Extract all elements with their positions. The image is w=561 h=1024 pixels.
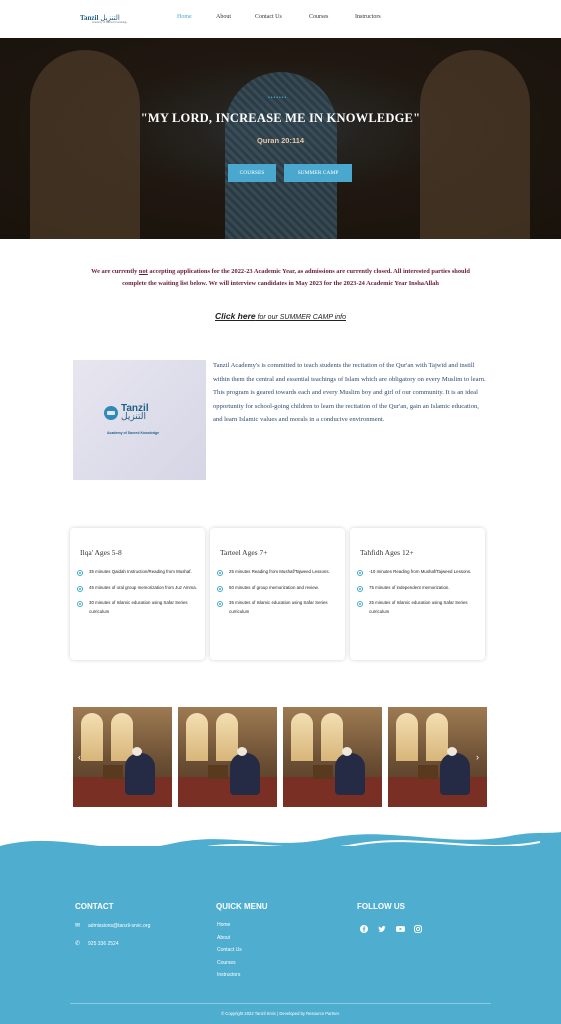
program-items [357, 568, 479, 623]
top-nav [0, 0, 561, 38]
circle-bullet-icon [77, 570, 83, 576]
footer-link-instructors[interactable]: Instructors [217, 972, 241, 978]
program-item-text: 45 minutes of oral group memorization from Juz Amma. [89, 584, 197, 590]
footer-link-courses[interactable]: Courses [217, 959, 236, 966]
slide-window [291, 713, 313, 761]
circle-bullet-icon [217, 586, 223, 592]
footer-link-contact-us[interactable]: Contact Us [217, 947, 242, 953]
academy-logo-text: Tanzil [121, 403, 149, 414]
slide-carpet [178, 777, 277, 807]
footer-link-home[interactable]: Home [217, 922, 231, 928]
slide-carpet [388, 777, 487, 807]
footer-email[interactable] [75, 922, 150, 929]
footer-quick-menu [217, 922, 242, 985]
slide-carpet [283, 777, 382, 807]
program-items [217, 568, 339, 623]
program-title: Tahfidh Ages 12+ [360, 548, 414, 557]
hero-divider-dots: ••••••• [268, 95, 288, 101]
footer-phone[interactable] [75, 940, 119, 947]
list-item [217, 568, 339, 577]
program-items [77, 568, 199, 623]
program-title: Ilqa' Ages 5-8 [80, 548, 122, 557]
list-item [217, 599, 339, 616]
footer-email-text[interactable]: admissions@tanzil-srvic.org [88, 922, 151, 929]
carousel-prev-icon[interactable]: ‹ [78, 752, 81, 762]
nav-instructors[interactable]: Instructors [355, 14, 381, 20]
list-item [217, 584, 339, 593]
admissions-notice [80, 266, 481, 290]
footer-contact-heading: CONTACT [75, 902, 114, 911]
nav-contact-us[interactable]: Contact Us [255, 14, 282, 20]
hero-banner [0, 38, 561, 239]
program-title: Tarteel Ages 7+ [220, 548, 268, 557]
summer-camp-link[interactable] [0, 311, 561, 321]
slide-cap [342, 747, 352, 756]
about-description: Tanzil Academy's is committed to teach students the recitation of the Qur'an with Tajwīd and instill within them the central and essential teachings of Islam which are obligatory on every Muslim to learn. This program is geared towards each and every Muslim boy and girl of our community. It is an ideal opportunity for school-going children to learn the recitation of the Qur'an, gain an Islamic education, and learn Islamic values and morals in a conducive environment. [213, 362, 486, 424]
slide-reader [335, 753, 365, 795]
circle-bullet-icon [77, 601, 83, 607]
slide-quran-stand [208, 765, 228, 779]
logo-text: Tanzil [80, 14, 99, 22]
notice-text-end: accepting applications for the 2022-23 Academic Year, as admissions are currently closed. All interested parties should complete the waiting list below. We will interview candidates in May 2023 for the 2023-24 Academic Year InshaAllah [122, 268, 470, 288]
list-item [357, 584, 479, 593]
book-icon [104, 406, 118, 420]
slide-quran-stand [103, 765, 123, 779]
slide-window [81, 713, 103, 761]
slide-cap [447, 747, 457, 756]
list-item [77, 584, 199, 593]
courses-button[interactable]: COURSES [228, 164, 276, 182]
nav-courses[interactable]: Courses [309, 14, 329, 20]
footer-divider [70, 1003, 491, 1004]
twitter-icon[interactable] [377, 924, 387, 934]
slide-cap [132, 747, 142, 756]
slide-quran-stand [313, 765, 333, 779]
circle-bullet-icon [77, 586, 83, 592]
summer-camp-button[interactable]: SUMMER CAMP [284, 164, 352, 182]
program-item-text: 75 minutes of independent memorization. [369, 584, 450, 590]
youtube-icon[interactable] [395, 924, 405, 934]
footer-link-about[interactable]: About [217, 934, 231, 941]
carousel-next-icon[interactable]: › [476, 752, 479, 762]
carousel-slide-image [283, 707, 382, 807]
slide-quran-stand [418, 765, 438, 779]
list-item [77, 599, 199, 616]
slide-window [426, 713, 448, 761]
carousel-slide-image [73, 707, 172, 807]
slide-carpet [73, 777, 172, 807]
footer-follow-heading: FOLLOW US [357, 902, 405, 911]
academy-logo-subtitle: Academy of Sacred Knowledge [107, 431, 160, 435]
slide-window [186, 713, 208, 761]
program-item-text: 50 minutes of group memorization and review. [229, 584, 319, 590]
click-here-link[interactable]: Click here [214, 311, 256, 321]
notice-text-start: We are currently [91, 268, 139, 275]
circle-bullet-icon [217, 601, 223, 607]
list-item [357, 599, 479, 616]
list-item [77, 568, 199, 577]
logo-arabic-text: التنزيل [100, 14, 120, 22]
envelope-icon: ✉ [75, 923, 81, 929]
program-item-text: -10 minutes Reading from Mushaf/Tajweed Lessons. [369, 569, 472, 574]
slide-window [321, 713, 343, 761]
footer-menu-heading: QUICK MENU [216, 902, 268, 911]
nav-home[interactable]: Home [177, 14, 192, 20]
slide-window [111, 713, 133, 761]
academy-logo [104, 404, 149, 422]
instagram-icon[interactable] [413, 924, 423, 934]
program-item-text: 35 minutes Qaidah Instruction/Reading from Mushaf. [89, 569, 192, 574]
slide-window [396, 713, 418, 761]
phone-icon: ✆ [75, 941, 81, 947]
program-card-tarteel [210, 528, 345, 660]
program-item-text: 35 minutes of Islamic education using Safar Series curriculum [229, 600, 328, 614]
footer-phone-text[interactable]: 925 336 2524 [88, 940, 119, 947]
program-item-text: 25 minutes Reading from Mushaf/Tajweed Lessons. [229, 569, 330, 574]
program-card-ilqa [70, 528, 205, 660]
program-card-tahfidh [350, 528, 485, 660]
hero-subtitle: Quran 20:114 [256, 136, 305, 145]
carousel-slide-image [178, 707, 277, 807]
copyright-text: © Copyright 2022 Tanzil Srvic | Developed by Resource Partner. [221, 1011, 340, 1016]
program-item-text: 30 minutes of Islamic education using Safar Series curriculum [89, 600, 188, 614]
facebook-icon[interactable] [359, 924, 369, 934]
slide-cap [237, 747, 247, 756]
circle-bullet-icon [217, 570, 223, 576]
circle-bullet-icon [357, 586, 363, 592]
circle-bullet-icon [357, 570, 363, 576]
slide-reader [230, 753, 260, 795]
notice-not: not [138, 268, 148, 275]
slide-window [216, 713, 238, 761]
carousel-slide-image [388, 707, 487, 807]
site-footer [0, 846, 561, 1024]
academy-logo-arabic: التنزيل [121, 412, 146, 422]
logo-subtitle: Academy of Sacred Knowledge [92, 21, 127, 24]
circle-bullet-icon [357, 601, 363, 607]
summer-camp-link-text: for our SUMMER CAMP info [255, 314, 346, 321]
program-item-text: 25 minutes of Islamic education using Safar Series curriculum [369, 600, 468, 614]
nav-about[interactable]: About [216, 14, 231, 20]
slide-reader [440, 753, 470, 795]
list-item [357, 568, 479, 577]
image-carousel[interactable] [73, 707, 487, 807]
hero-title: "MY LORD, INCREASE ME IN KNOWLEDGE" [140, 111, 421, 125]
slide-reader [125, 753, 155, 795]
